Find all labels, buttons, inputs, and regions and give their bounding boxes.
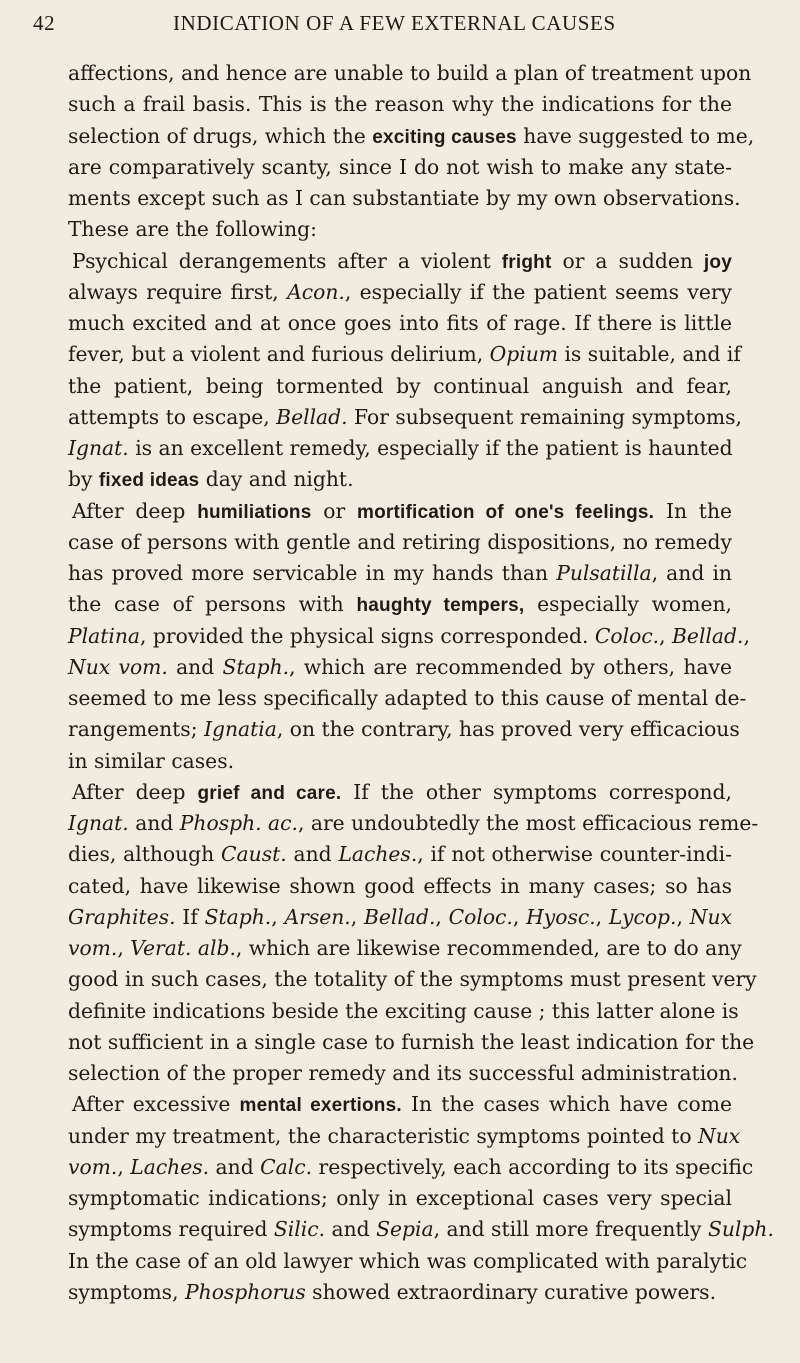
text-segment: especially women, — [524, 592, 732, 617]
text-segment: have suggested to me, — [516, 123, 755, 148]
text-line — [68, 621, 750, 652]
text-segment: , if not otherwise counter-indi- — [417, 842, 732, 867]
text-line — [68, 839, 732, 870]
text-segment: ments except such as I can substantiate by my own observations. — [68, 186, 741, 210]
italic-remedy: Ignat. — [68, 436, 129, 460]
italic-remedy: Platina — [68, 623, 141, 648]
text-line — [68, 996, 739, 1027]
text-segment: , — [659, 623, 673, 648]
text-line — [68, 589, 732, 620]
italic-remedy: Silic. — [273, 1217, 326, 1242]
text-line — [68, 1058, 738, 1089]
italic-remedy: Sulph. — [707, 1217, 774, 1242]
text-segment: These are the following: — [68, 217, 317, 242]
text-segment: , — [117, 936, 131, 960]
text-segment: , — [512, 904, 527, 929]
text-line — [68, 871, 732, 902]
emphasis-heading: fright — [501, 251, 552, 273]
text-segment: case of persons with gentle and retiring dispositions, no remedy — [68, 529, 732, 554]
italic-remedy: Hyosc. — [526, 904, 596, 929]
text-line — [68, 683, 747, 714]
text-segment: by — [68, 467, 99, 492]
text-segment: seemed to me less specifically adapted to this cause of mental de- — [68, 686, 747, 710]
text-segment: the patient, being tormented by continual anguish and fear, — [68, 373, 732, 398]
text-line — [68, 433, 732, 464]
italic-remedy: Nux — [697, 1123, 741, 1148]
text-segment: not sufficient in a single case to furnish the least indication for the — [68, 1029, 755, 1054]
text-segment: and — [167, 654, 223, 679]
text-line — [68, 277, 732, 308]
text-segment: showed extraordinary curative powers. — [305, 1279, 717, 1304]
italic-remedy: Bellad. — [672, 623, 744, 648]
text-line — [68, 558, 732, 589]
italic-remedy: Ignat. — [68, 811, 129, 835]
emphasis-heading: humiliations — [197, 501, 312, 523]
text-line — [68, 652, 732, 683]
text-segment: in similar cases. — [68, 748, 235, 773]
italic-remedy: Bellad. — [276, 404, 348, 429]
text-segment: , — [676, 904, 690, 929]
text-line — [68, 1121, 741, 1152]
text-segment: , which are likewise recommended, are to do any — [235, 936, 742, 960]
text-line — [68, 58, 752, 89]
text-segment: affections, and hence are unable to build a plan of treatment upon — [68, 61, 752, 85]
text-segment: In the cases which have come — [401, 1092, 732, 1117]
text-line — [68, 246, 732, 277]
text-segment: the case of persons with — [68, 592, 357, 617]
italic-remedy: Ignatia — [203, 717, 277, 742]
text-segment: definite indications beside the exciting cause ; this latter alone is — [68, 998, 739, 1023]
text-line — [68, 464, 732, 495]
italic-remedy: Pulsatilla — [556, 561, 652, 585]
italic-remedy: Calc. — [260, 1154, 313, 1179]
text-segment: is suitable, and if — [558, 342, 741, 367]
text-line — [68, 1183, 732, 1214]
text-line — [68, 1089, 732, 1120]
body-text — [68, 58, 774, 1308]
text-line — [68, 402, 742, 433]
text-line — [68, 1152, 754, 1183]
text-line — [68, 496, 732, 527]
italic-remedy: Nux — [689, 904, 732, 929]
italic-remedy: Laches. — [130, 1154, 210, 1179]
text-segment: always require first, — [68, 279, 288, 304]
italic-remedy: vom. — [68, 1154, 118, 1179]
text-segment: , are undoubtedly the most efficacious reme- — [297, 811, 759, 835]
text-segment: , especially if the patient seems very — [344, 279, 732, 304]
text-segment: or — [311, 498, 357, 523]
page-number: 42 — [33, 11, 56, 35]
text-segment: symptomatic indications; only in exceptional cases very special — [68, 1186, 732, 1210]
text-segment: After deep — [72, 779, 198, 804]
italic-remedy: Staph. — [222, 654, 290, 679]
italic-remedy: Laches. — [338, 842, 418, 867]
text-segment: For subsequent remaining symptoms, — [347, 404, 742, 429]
italic-remedy: Bellad. — [363, 904, 436, 929]
text-line — [68, 1027, 755, 1058]
text-segment: , provided the physical signs corresponded. — [140, 623, 595, 648]
text-segment: and — [209, 1154, 261, 1179]
text-segment: In the case of an old lawyer which was complicated with paralytic — [68, 1248, 748, 1273]
text-segment: Psychical derangements after a violent — [72, 248, 502, 273]
text-segment: , on the contrary, has proved very efficacious — [276, 717, 740, 742]
text-line — [68, 746, 732, 777]
text-segment: is an excellent remedy, especially if the patient is haunted — [128, 436, 733, 460]
text-line — [68, 183, 741, 214]
emphasis-heading: mortification of one's feelings. — [356, 501, 655, 523]
text-line — [68, 714, 740, 745]
italic-remedy: Nux vom. — [68, 654, 168, 679]
text-segment: and — [128, 811, 180, 835]
italic-remedy: Arsen. — [284, 904, 351, 929]
text-segment: good in such cases, the totality of the symptoms must present very — [68, 967, 757, 992]
emphasis-heading: fixed ideas — [98, 470, 200, 492]
text-segment: cated, have likewise shown good effects in many cases; so has — [68, 873, 732, 898]
text-line — [68, 308, 732, 339]
italic-remedy: vom. — [68, 936, 118, 960]
text-segment: , — [743, 623, 750, 648]
text-segment: If — [175, 904, 205, 929]
text-segment: In the — [654, 498, 733, 523]
text-segment: fever, but a violent and furious delirium, — [68, 342, 490, 367]
italic-remedy: Phosphorus — [184, 1279, 306, 1304]
text-segment: symptoms, — [68, 1279, 185, 1304]
text-segment: After excessive — [72, 1092, 240, 1117]
emphasis-heading: exciting causes — [372, 126, 517, 148]
text-segment: , — [435, 904, 449, 929]
text-segment: or a sudden — [551, 248, 704, 273]
text-segment: After deep — [72, 498, 198, 523]
text-segment: has proved more servicable in my hands than — [68, 561, 557, 585]
text-segment: , — [117, 1154, 131, 1179]
text-segment: selection of the proper remedy and its successful administration. — [68, 1061, 738, 1085]
emphasis-heading: joy — [703, 251, 732, 273]
text-line — [68, 121, 755, 152]
text-line — [68, 964, 757, 995]
italic-remedy: Opium — [489, 342, 558, 367]
text-line — [68, 1277, 732, 1308]
running-title: INDICATION OF A FEW EXTERNAL CAUSES — [173, 11, 616, 35]
text-line — [68, 1214, 774, 1245]
text-line — [68, 902, 732, 933]
italic-remedy: Graphites. — [68, 904, 176, 929]
italic-remedy: Staph. — [204, 904, 272, 929]
text-segment: , and in — [651, 561, 732, 585]
italic-remedy: Coloc. — [448, 904, 513, 929]
text-segment: respectively, each according to its specific — [312, 1154, 754, 1179]
text-line — [68, 152, 732, 183]
text-line — [68, 339, 741, 370]
italic-remedy: Verat. alb. — [130, 936, 236, 960]
text-segment: , which are recommended by others, have — [289, 654, 732, 679]
text-line — [68, 808, 759, 839]
italic-remedy: Lycop. — [608, 904, 677, 929]
text-segment: symptoms required — [68, 1217, 274, 1242]
text-segment: , — [595, 904, 609, 929]
text-segment: rangements; — [68, 717, 204, 742]
text-line — [68, 933, 742, 964]
emphasis-heading: haughty tempers, — [356, 595, 525, 617]
text-line — [68, 214, 732, 245]
text-line — [68, 89, 732, 120]
text-segment: and — [325, 1217, 377, 1242]
italic-remedy: Acon. — [287, 279, 345, 304]
text-segment: , — [350, 904, 364, 929]
emphasis-heading: mental exertions. — [239, 1095, 402, 1117]
italic-remedy: Caust. — [221, 842, 287, 867]
text-segment: such a frail basis. This is the reason why the indications for the — [68, 92, 732, 117]
text-line — [68, 1246, 748, 1277]
text-line — [68, 371, 732, 402]
text-segment: and — [286, 842, 339, 867]
text-line — [68, 527, 732, 558]
text-line — [68, 777, 732, 808]
italic-remedy: Phosph. ac. — [179, 811, 298, 835]
text-segment: , and still more frequently — [433, 1217, 708, 1242]
text-segment: If the other symptoms correspond, — [341, 779, 732, 804]
italic-remedy: Coloc. — [594, 623, 660, 648]
text-segment: day and night. — [199, 467, 354, 492]
text-segment: selection of drugs, which the — [68, 123, 373, 148]
emphasis-heading: grief and care. — [197, 782, 342, 804]
italic-remedy: Sepia — [376, 1217, 434, 1242]
text-segment: under my treatment, the characteristic symptoms pointed to — [68, 1123, 698, 1148]
text-segment: , — [271, 904, 285, 929]
text-segment: attempts to escape, — [68, 404, 277, 429]
text-segment: are comparatively scanty, since I do not wish to make any state- — [68, 154, 732, 179]
text-segment: dies, although — [68, 842, 222, 867]
text-segment: much excited and at once goes into fits of rage. If there is little — [68, 311, 732, 335]
